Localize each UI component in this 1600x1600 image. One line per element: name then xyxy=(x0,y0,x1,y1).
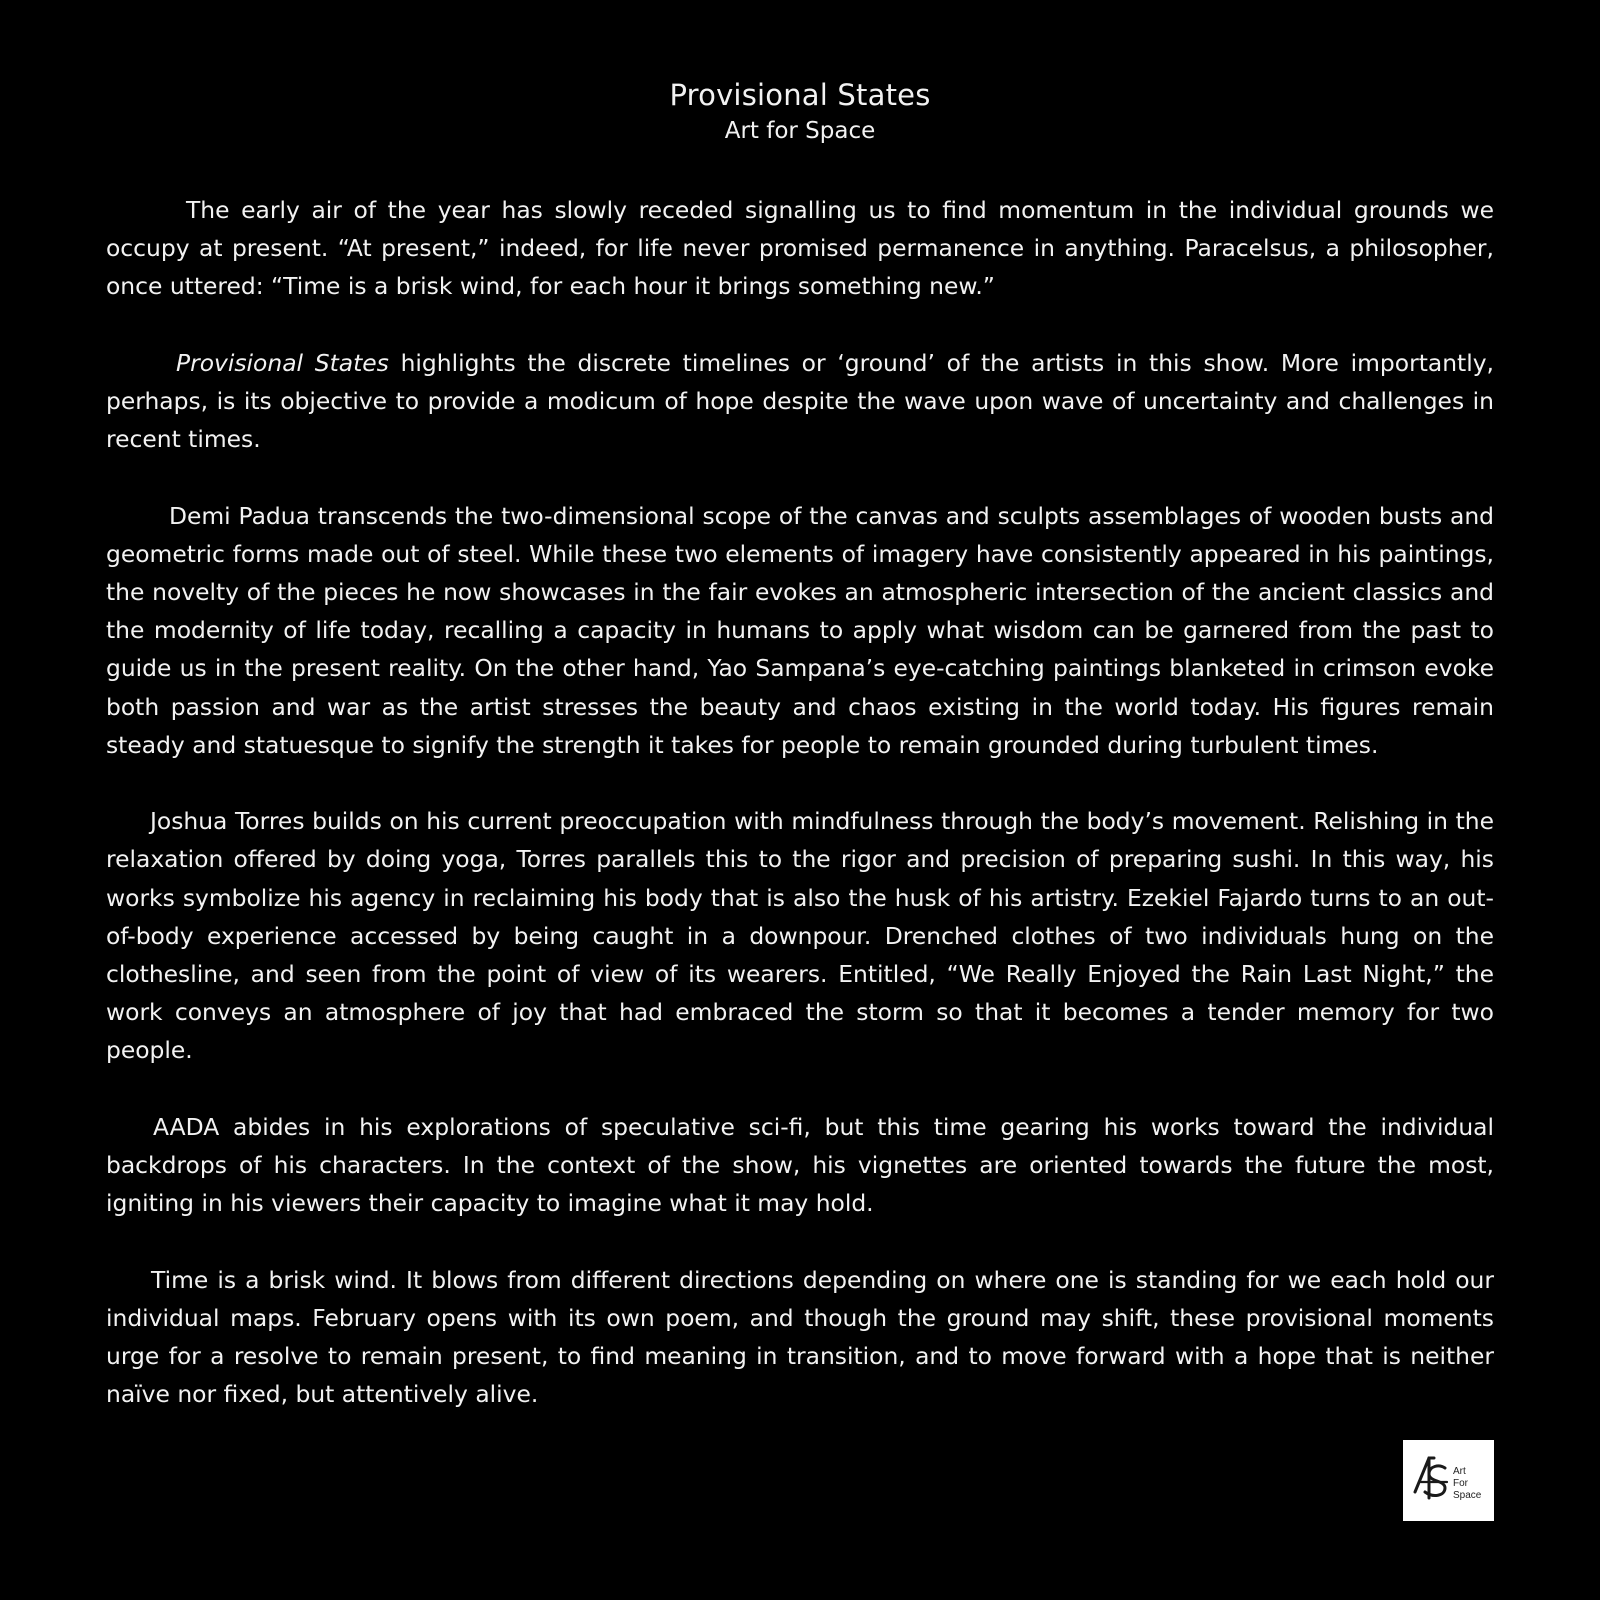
paragraph-6: Time is a brisk wind. It blows from different directions depending on where one is standing for we each hold our individual maps. February opens with its own poem, and though the ground may shift, these provisional moments urge for a resolve to remain present, to find meaning in transition, and to move forward with a hope that is neither naïve nor fixed, but attentively alive. xyxy=(106,1265,1494,1409)
logo-line-art: Art xyxy=(1453,1466,1466,1477)
show-title-italic: Provisional States xyxy=(176,348,389,377)
paragraph-3: Demi Padua transcends the two-dimensional scope of the canvas and sculpts assemblages of wooden busts and geometric forms made out of steel. While these two elements of imagery have consistently appeared in his paintings, the novelty of the pieces he now showcases in the fair evokes an atmospheric intersection of the ancient classics and the modernity of life today, recalling a capacity in humans to apply what wisdom can be garnered from the past to guide us in the present reality. On the other hand, Yao Sampana’s eye-catching paintings blanketed in crimson evoke both passion and war as the artist stresses the beauty and chaos existing in the world today. His figures remain steady and statuesque to signify the strength it takes for people to remain grounded during turbulent times. xyxy=(106,501,1494,759)
art-for-space-logo xyxy=(1403,1440,1494,1521)
art-for-space-logo-icon xyxy=(1411,1452,1453,1510)
logo-line-space: Space xyxy=(1453,1490,1482,1501)
page-subtitle: Art for Space xyxy=(724,118,876,144)
paragraph-2-text: highlights the discrete timelines or ‘ground’ of the artists in this show. More importantly, perhaps, is its objective to provide a modicum of hope despite the wave upon wave of uncertainty and challenges in recent times. xyxy=(106,348,1494,454)
paragraph-1: The early air of the year has slowly receded signalling us to find momentum in the individual grounds we occupy at present. “At present,” indeed, for life never promised permanence in anything. Paracelsus, a philosopher, once uttered: “Time is a brisk wind, for each hour it brings something new.” xyxy=(106,196,1494,301)
logo-wordmark xyxy=(1453,1466,1481,1502)
paragraph-5: AADA abides in his explorations of speculative sci-fi, but this time gearing his works toward the individual backdrops of his characters. In the context of the show, his vignettes are oriented towards the future the most, igniting in his viewers their capacity to imagine what it may hold. xyxy=(106,1112,1494,1218)
logo-line-for: For xyxy=(1453,1478,1468,1489)
essay-body xyxy=(106,191,1494,1413)
page-title: Provisional States xyxy=(669,78,931,112)
document-header xyxy=(0,76,1600,146)
paragraph-4: Joshua Torres builds on his current preoccupation with mindfulness through the body’s movement. Relishing in the relaxation offered by doing yoga, Torres parallels this to the rigor and precision of preparing sushi. In this way, his works symbolize his agency in reclaiming his body that is also the husk of his artistry. Ezekiel Fajardo turns to an out-of-body experience accessed by being caught in a downpour. Drenched clothes of two individuals hung on the clothesline, and seen from the point of view of its wearers. Entitled, “We Really Enjoyed the Rain Last Night,” the work conveys an atmosphere of joy that had embraced the storm so that it becomes a tender memory for two people. xyxy=(106,807,1494,1065)
paragraph-2 xyxy=(106,344,1494,459)
